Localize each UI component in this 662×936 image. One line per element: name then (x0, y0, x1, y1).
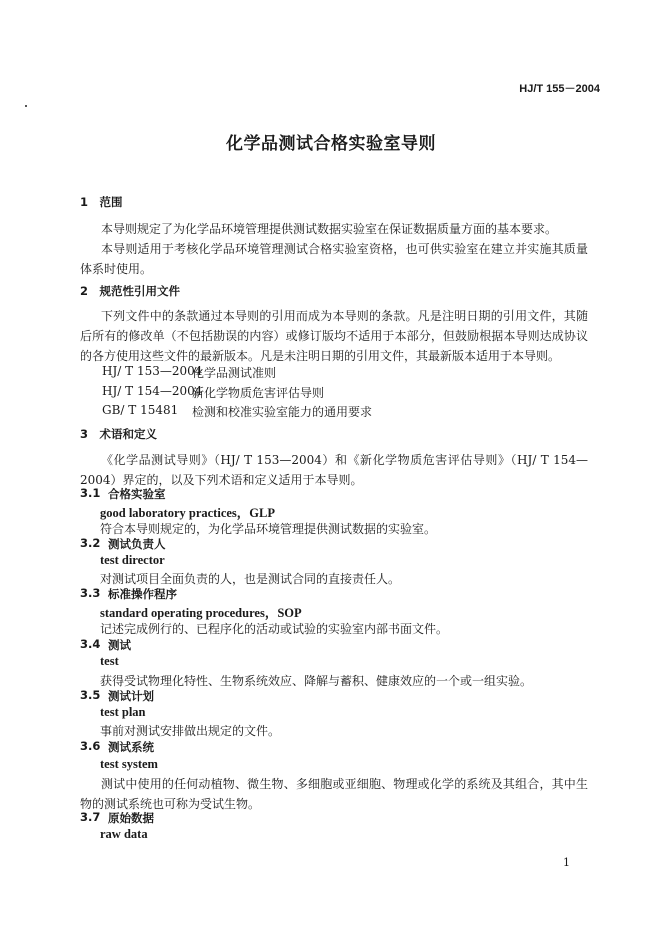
term-number: 3.4 (80, 637, 101, 651)
term-english: standard operating procedures，SOP (100, 606, 302, 620)
scan-speck (25, 105, 27, 107)
section-1-paragraph-1: 本导则规定了为化学品环境管理提供测试数据实验室在保证数据质量方面的基本要求。 (101, 222, 558, 236)
section-1-heading: 1 范围 (80, 195, 123, 209)
term-english: test (100, 654, 119, 668)
term-chinese: 标准操作程序 (108, 587, 177, 601)
term-number: 3.6 (80, 739, 101, 753)
term-chinese: 测试 (108, 638, 131, 652)
reference-title: 检测和校准实验室能力的通用要求 (192, 405, 373, 419)
term-chinese: 测试计划 (108, 689, 154, 703)
standard-number: HJ/T 155－2004 (519, 83, 600, 95)
term-english: raw data (100, 827, 148, 841)
term-chinese: 原始数据 (108, 811, 154, 825)
term-number: 3.5 (80, 688, 101, 702)
reference-title: 化学品测试准则 (192, 366, 277, 380)
term-english: good laboratory practices，GLP (100, 506, 275, 520)
section-2-heading: 2 规范性引用文件 (80, 284, 181, 298)
term-definition: 获得受试物理化特性、生物系统效应、降解与蓄积、健康效应的一个或一组实验。 (100, 674, 533, 688)
reference-code: GB/ T 15481 (102, 403, 179, 417)
reference-code: HJ/ T 153—2004 (102, 364, 203, 378)
reference-code: HJ/ T 154—2004 (102, 384, 203, 398)
term-definition: 测试中使用的任何动植物、微生物、多细胞或亚细胞、物理或化学的系统及其组合，其中生物的测试系统也可称为受试生物。 (80, 777, 588, 811)
term-number: 3.2 (80, 536, 101, 550)
reference-title: 新化学物质危害评估导则 (192, 386, 325, 400)
term-english: test plan (100, 705, 146, 719)
term-definition: 对测试项目全面负责的人，也是测试合同的直接责任人。 (100, 572, 401, 586)
term-chinese: 合格实验室 (108, 487, 166, 501)
term-english: test system (100, 757, 158, 771)
section-2-paragraph: 下列文件中的条款通过本导则的引用而成为本导则的条款。凡是注明日期的引用文件，其随后所有的修改单（不包括勘误的内容）或修订版均不适用于本部分，但鼓励根据本导则达成协议的各方使用这些文件的最新版本。凡是未注明日期的引用文件，其最新版本适用于本导则。 (80, 309, 588, 363)
term-number: 3.3 (80, 586, 101, 600)
term-definition: 事前对测试安排做出规定的文件。 (100, 724, 281, 738)
section-3-heading: 3 术语和定义 (80, 427, 158, 441)
term-number: 3.7 (80, 810, 101, 824)
section-1-paragraph-2: 本导则适用于考核化学品环境管理测试合格实验室资格，也可供实验室在建立并实施其质量体系时使用。 (80, 242, 588, 276)
section-3-paragraph: 《化学品测试导则》（HJ/ T 153—2004）和《新化学物质危害评估导则》（HJ/ T 154—2004）界定的，以及下列术语和定义适用于本导则。 (80, 453, 588, 487)
term-number: 3.1 (80, 486, 101, 500)
term-chinese: 测试负责人 (108, 537, 166, 551)
term-english: test director (100, 553, 165, 567)
term-definition: 符合本导则规定的，为化学品环境管理提供测试数据的实验室。 (100, 522, 437, 536)
document-title: 化学品测试合格实验室导则 (226, 134, 436, 154)
term-chinese: 测试系统 (108, 740, 154, 754)
term-definition: 记述完成例行的、已程序化的活动或试验的实验室内部书面文件。 (100, 622, 449, 636)
page-number: 1 (563, 856, 570, 869)
